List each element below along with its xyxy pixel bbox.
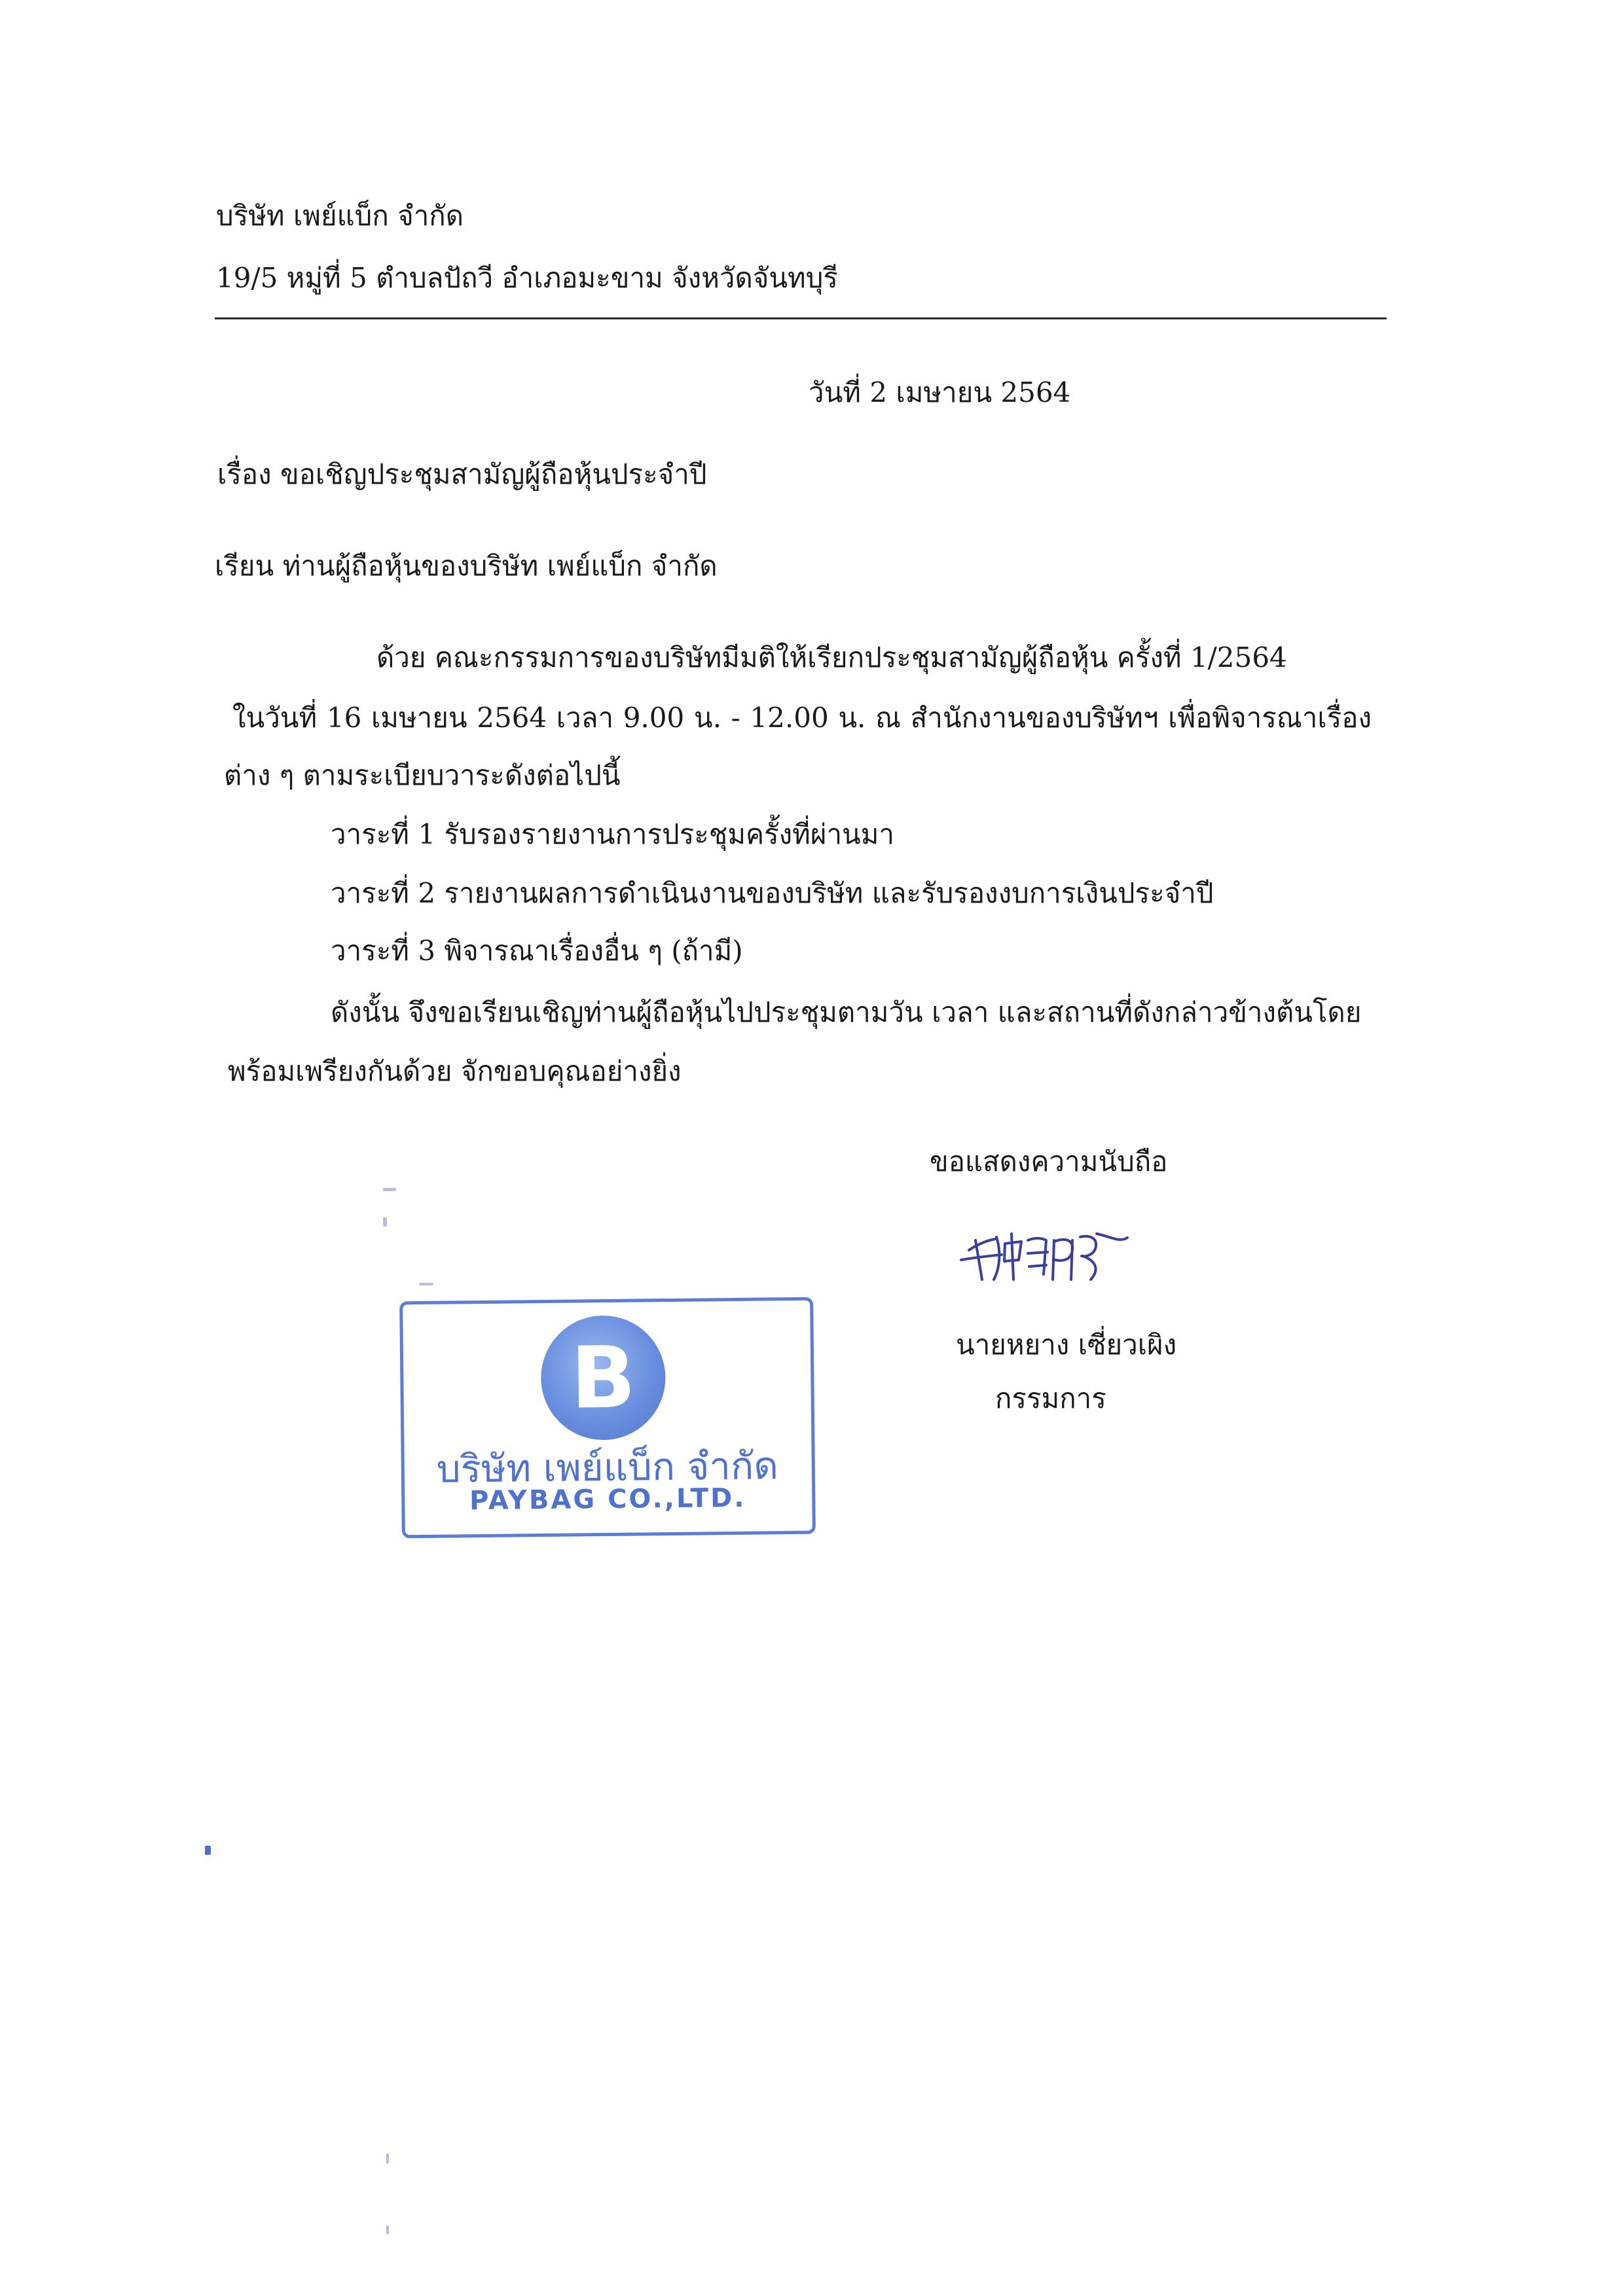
scan-speck <box>419 1283 433 1285</box>
company-logo-letter: B <box>570 1327 636 1428</box>
body-para2-line1: ดังนั้น จึงขอเรียนเชิญท่านผู้ถือหุ้นไปประชุมตามวัน เวลา และสถานที่ดังกล่าวข้างต้นโดย <box>331 996 1362 1028</box>
letter-subject: เรื่อง ขอเชิญประชุมสามัญผู้ถือหุ้นประจำปี <box>217 458 707 490</box>
signer-name: นายหยาง เซี่ยวเผิง <box>956 1329 1177 1361</box>
company-name: บริษัท เพย์แบ็ก จำกัด <box>216 200 464 232</box>
scan-speck <box>386 2225 389 2234</box>
agenda-item-2: วาระที่ 2 รายงานผลการดำเนินงานของบริษัท และรับรองงบการเงินประจำปี <box>331 877 1214 909</box>
stamp-name-thai: บริษัท เพย์แบ็ก จำกัด <box>436 1443 779 1492</box>
agenda-item-3: วาระที่ 3 พิจารณาเรื่องอื่น ๆ (ถ้ามี) <box>331 935 743 967</box>
body-para1-line2-wrap <box>232 702 1372 734</box>
body-para1-line1: ด้วย คณะกรรมการของบริษัทมีมติให้เรียกประชุมสามัญผู้ถือหุ้น ครั้งที่ 1/2564 <box>376 641 1287 673</box>
stamp-name-english: PAYBAG CO.,LTD. <box>469 1482 746 1516</box>
agenda-item-1: วาระที่ 1 รับรองรายงานการประชุมครั้งที่ผ่านมา <box>331 818 895 850</box>
company-logo-icon <box>540 1315 666 1441</box>
letterhead-divider <box>215 317 1387 319</box>
company-stamp <box>399 1297 816 1539</box>
letter-date: วันที่ 2 เมษายน 2564 <box>809 376 1071 408</box>
scan-speck <box>205 1846 211 1855</box>
signer-title: กรรมการ <box>995 1382 1106 1414</box>
company-address: 19/5 หมู่ที่ 5 ตำบลปัถวี อำเภอมะขาม จังหวัดจันทบุรี <box>216 262 838 294</box>
scan-speck <box>383 1188 396 1191</box>
body-para1-line2: ในวันที่ 16 เมษายน 2564 เวลา 9.00 น. - 12.00 น. ณ สำนักงานของบริษัทฯ เพื่อพิจารณาเรื่อง <box>232 702 1372 734</box>
scan-speck <box>383 1217 387 1227</box>
signature-image <box>956 1214 1139 1293</box>
body-para2-line2: พร้อมเพรียงกันด้วย จักขอบคุณอย่างยิ่ง <box>228 1055 682 1087</box>
letter-recipient: เรียน ท่านผู้ถือหุ้นของบริษัท เพย์แบ็ก จำกัด <box>215 550 718 582</box>
scan-speck <box>386 2153 389 2164</box>
body-para2-line1-wrap <box>331 996 1362 1029</box>
closing-phrase: ขอแสดงความนับถือ <box>930 1145 1168 1177</box>
body-para1-line3: ต่าง ๆ ตามระเบียบวาระดังต่อไปนี้ <box>224 759 621 791</box>
